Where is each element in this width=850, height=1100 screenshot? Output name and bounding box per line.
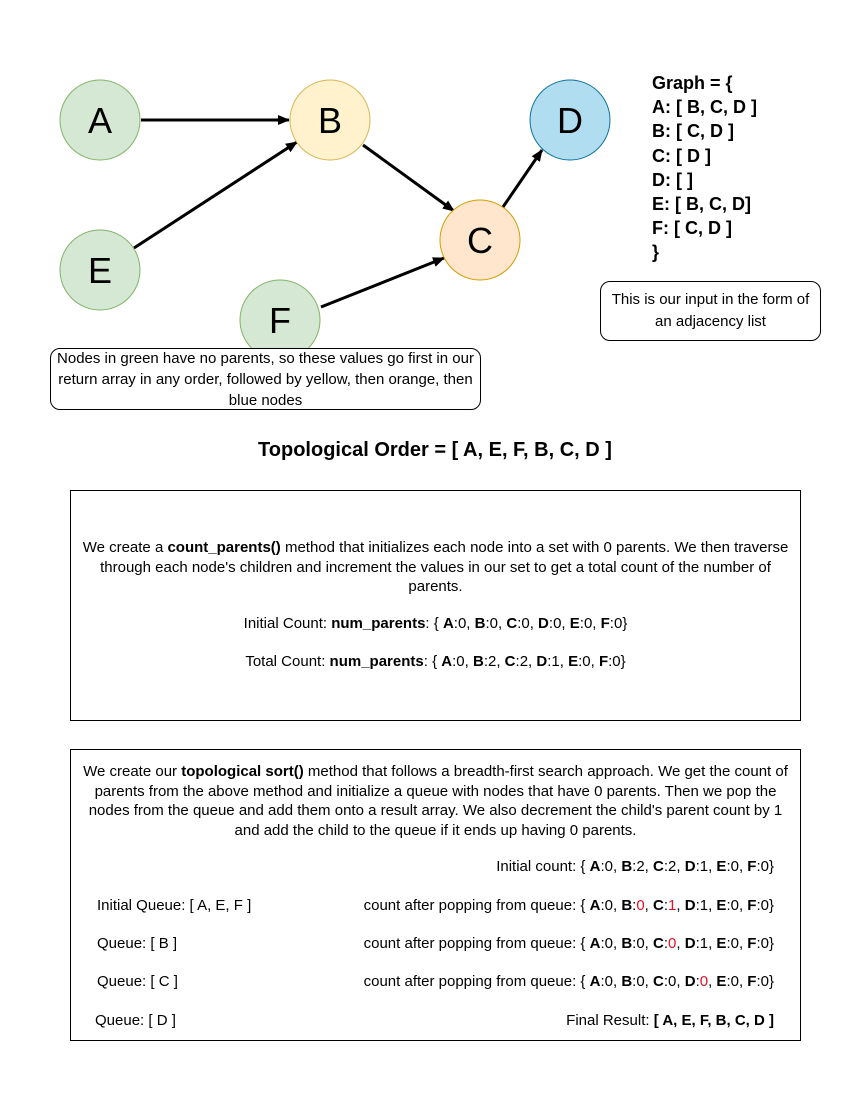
step-count-values: { A:0, B:0, C:1, D:1, E:0, F:0} <box>580 897 774 914</box>
step-count-row <box>364 935 774 952</box>
count-key: E <box>569 615 580 632</box>
count-value: 1 <box>551 653 560 670</box>
count-key: A <box>589 897 601 914</box>
count-key: C <box>653 973 664 990</box>
count-key: D <box>684 935 696 952</box>
count-value: 0 <box>604 897 613 914</box>
queue-label: Queue: [ B ] <box>97 935 178 952</box>
queue-label: Queue: [ C ] <box>97 973 178 990</box>
node-e <box>60 230 140 310</box>
total-count-label: Total Count: <box>245 653 330 670</box>
desc-text: We create our <box>83 763 182 780</box>
node-d-label: D <box>557 100 583 141</box>
count-value: 0 <box>553 615 562 632</box>
method-name: count_parents() <box>167 539 281 556</box>
count-key: E <box>716 935 727 952</box>
count-value: 0 <box>730 858 739 875</box>
count-value: 1 <box>699 858 709 875</box>
count-value: 2 <box>668 858 677 875</box>
count-value: 2 <box>519 653 529 670</box>
count-key: E <box>568 653 579 670</box>
count-value: 2 <box>487 653 497 670</box>
count-value: 1 <box>699 897 709 914</box>
initial-count-label: Initial count: <box>496 858 581 875</box>
count-key: C <box>504 653 516 670</box>
count-value: 0 <box>636 973 645 990</box>
count-value: 0 <box>730 935 739 952</box>
node-a <box>60 80 140 160</box>
edge-b-c <box>363 145 454 211</box>
topological-sort-box <box>70 749 801 1041</box>
count-key: F <box>600 615 610 632</box>
count-value: 1 <box>699 935 709 952</box>
count-value: 0 <box>760 973 769 990</box>
count-value: 0 <box>668 973 677 990</box>
count-value: 0 <box>699 973 709 990</box>
count-value: 0 <box>668 935 677 952</box>
edge-e-b <box>134 142 297 248</box>
count-value: 0 <box>730 973 739 990</box>
count-key: C <box>653 935 664 952</box>
node-b <box>290 80 370 160</box>
total-count-line <box>71 653 800 670</box>
var-name: num_parents <box>329 653 424 670</box>
count-value: 0 <box>582 653 591 670</box>
count-key: B <box>621 935 633 952</box>
adjacency-line: Graph = { <box>652 73 733 93</box>
desc-text: method that initializes each node into a set with 0 parents. We then traverse through each node's children and increment the values in our set to get a total count of the number of parents. <box>100 539 789 595</box>
input-note-text: This is our input in the form of an adjacency list <box>611 291 810 330</box>
node-c-label: C <box>467 220 493 261</box>
count-key: A <box>589 935 601 952</box>
final-result-label: Final Result: <box>566 1012 654 1029</box>
node-a-label: A <box>87 100 113 141</box>
count-value: 0 <box>457 615 467 632</box>
queue-label: Queue: [ D ] <box>95 1012 176 1029</box>
count-key: F <box>747 897 757 914</box>
count-key: D <box>684 858 696 875</box>
count-value: 1 <box>668 897 677 914</box>
step-count-row <box>364 897 774 914</box>
edge-f-c <box>321 258 444 307</box>
node-d <box>530 80 610 160</box>
count-value: 0 <box>612 653 621 670</box>
count-key: B <box>621 973 633 990</box>
count-key: C <box>653 858 664 875</box>
pop-label: count after popping from queue: <box>363 897 581 914</box>
step-count-row <box>364 973 774 990</box>
count-value: 0 <box>604 935 613 952</box>
count-key: F <box>747 935 757 952</box>
total-count-values: : { A:0, B:2, C:2, D:1, E:0, F:0} <box>423 653 626 670</box>
count-key: C <box>653 897 664 914</box>
adjacency-line: A: [ B, C, D ] <box>652 97 757 118</box>
adjacency-line: F: [ C, D ] <box>652 218 732 239</box>
count-value: 0 <box>521 615 530 632</box>
count-value: 0 <box>456 653 465 670</box>
node-c <box>440 200 520 280</box>
count-key: E <box>716 973 727 990</box>
final-result-value: [ A, E, F, B, C, D ] <box>653 1012 774 1029</box>
pop-label: count after popping from queue: <box>363 973 581 990</box>
count-value: 0 <box>604 973 613 990</box>
adjacency-list <box>652 71 757 265</box>
color-legend-note-text: Nodes in green have no parents, so these values go first in our return array in any order, followed by yellow, then orange, then blue nodes <box>57 349 474 409</box>
adjacency-line: } <box>652 242 660 263</box>
count-key: B <box>621 858 633 875</box>
adjacency-line: B: [ C, D ] <box>652 121 734 142</box>
node-f-label: F <box>269 300 291 341</box>
count-value: 0 <box>489 615 498 632</box>
count-parents-description <box>81 538 790 597</box>
adjacency-line: D: [ ] <box>652 169 693 190</box>
count-value: 0 <box>760 897 769 914</box>
count-key: A <box>589 973 601 990</box>
count-key: F <box>747 973 757 990</box>
count-key: A <box>589 858 601 875</box>
count-key: A <box>442 615 454 632</box>
count-key: B <box>621 897 633 914</box>
var-name: num_parents <box>331 615 426 632</box>
count-value: 0 <box>730 897 739 914</box>
count-value: 0 <box>583 615 593 632</box>
final-result-row <box>566 1012 774 1029</box>
topological-sort-description <box>81 762 790 840</box>
count-value: 0 <box>636 935 645 952</box>
step-count-values: { A:0, B:0, C:0, D:0, E:0, F:0} <box>580 973 774 990</box>
adjacency-line: E: [ B, C, D] <box>652 194 751 215</box>
count-key: D <box>684 897 696 914</box>
count-value: 2 <box>636 858 645 875</box>
step-count-values: { A:0, B:0, C:0, D:1, E:0, F:0} <box>580 935 774 952</box>
count-key: A <box>441 653 453 670</box>
node-e-label: E <box>87 250 113 291</box>
edge-c-d <box>503 150 542 207</box>
count-value: 0 <box>613 615 623 632</box>
color-legend-note <box>50 348 481 410</box>
queue-label: Initial Queue: [ A, E, F ] <box>97 897 252 914</box>
count-key: E <box>716 858 727 875</box>
count-value: 0 <box>760 935 769 952</box>
adjacency-line: C: [ D ] <box>652 145 711 166</box>
count-parents-box <box>70 490 801 721</box>
count-key: B <box>472 653 484 670</box>
count-value: 0 <box>636 897 645 914</box>
count-key: F <box>598 653 609 670</box>
count-key: D <box>684 973 696 990</box>
node-b-label: B <box>317 100 343 141</box>
count-key: B <box>474 615 486 632</box>
initial-count-line <box>71 615 800 632</box>
count-key: D <box>538 615 549 632</box>
topological-order-heading: Topological Order = [ A, E, F, B, C, D ] <box>258 439 612 461</box>
desc-text: We create a <box>82 539 168 556</box>
initial-count-values: : { A:0, B:0, C:0, D:0, E:0, F:0} <box>425 615 628 632</box>
count-key: D <box>536 653 548 670</box>
count-value: 0 <box>604 858 613 875</box>
count-key: E <box>716 897 727 914</box>
initial-count-row <box>496 858 774 875</box>
method-name: topological sort() <box>181 763 304 780</box>
count-key: F <box>747 858 757 875</box>
desc-text: method that follows a breadth-first search approach. We get the count of parents from the above method and initialize a queue with nodes that have 0 parents. Then we pop the nodes from the queue and add them onto a result array. We also decrement the child's parent count by 1 and add the child to the queue if it ends up having 0 parents. <box>88 763 788 839</box>
count-key: C <box>506 615 518 632</box>
initial-count-values: { A:0, B:2, C:2, D:1, E:0, F:0} <box>580 858 774 875</box>
input-note <box>600 281 821 341</box>
initial-count-label: Initial Count: <box>243 615 332 632</box>
pop-label: count after popping from queue: <box>363 935 581 952</box>
count-value: 0 <box>760 858 769 875</box>
